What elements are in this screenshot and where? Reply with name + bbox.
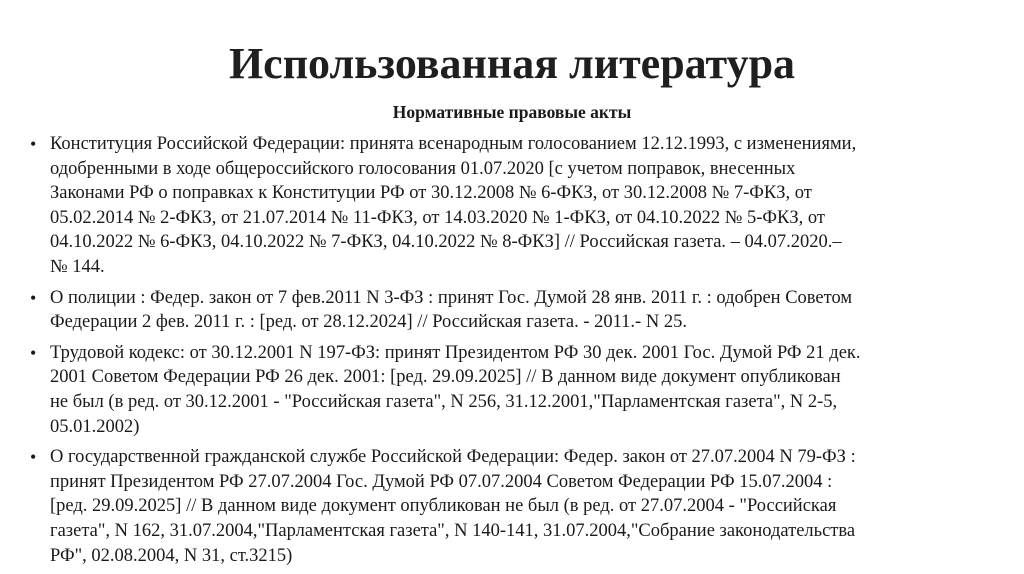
reference-line: не был (в ред. от 30.12.2001 - "Российская газета", N 256, 31.12.2001,"Парламентская газета", N 2-5, [50,391,838,412]
reference-line: 05.02.2014 № 2-ФКЗ, от 21.07.2014 № 11-ФКЗ, от 14.03.2020 № 1-ФКЗ, от 04.10.2022 № 5-ФКЗ, от [50,207,825,228]
reference-line: Конституция Российской Федерации: принята всенародным голосованием 12.12.1993, с изменениями, [50,134,857,154]
reference-line: 2001 Советом Федерации РФ 26 дек. 2001: [ред. 29.09.2025] // В данном виде документ опубликован [50,367,841,388]
reference-line: одобренными в ходе общероссийского голосования 01.07.2020 [с учетом поправок, внесенных [50,158,796,179]
reference-line: Федерации 2 фев. 2011 г. : [ред. от 28.12.2024] // Российская газета. - 2011.- N 25. [50,312,687,333]
reference-item-civil-service-law [28,445,1000,568]
reference-line: О государственной гражданской службе Российской Федерации: Федер. закон от 27.07.2004 N 79-ФЗ : [50,447,856,468]
reference-list [28,132,1000,574]
reference-line: газета", N 162, 31.07.2004,"Парламентская газета", N 140-141, 31.07.2004,"Собрание законодательства [50,520,856,541]
bullet-icon: • [30,134,37,154]
reference-item-police-law [28,286,1000,335]
reference-line: № 144. [50,256,105,277]
reference-item-constitution [28,132,1000,280]
slide-title: Использованная литература [228,39,796,88]
reference-line: Законами РФ о поправках к Конституции РФ от 30.12.2008 № 6-ФКЗ, от 30.12.2008 № 7-ФКЗ, от [50,183,812,204]
reference-line: принят Президентом РФ 27.07.2004 Гос. Думой РФ 07.07.2004 Советом Федерации РФ 15.07.2004 : [50,471,833,492]
reference-line: [ред. 29.09.2025] // В данном виде документ опубликован не был (в ред. от 27.07.2004 - "Российская [50,496,837,517]
bullet-icon: • [30,287,37,308]
reference-item-labor-code [28,341,1000,439]
bullet-icon: • [30,447,37,468]
reference-line: 04.10.2022 № 6-ФКЗ, 04.10.2022 № 7-ФКЗ, 04.10.2022 № 8-ФКЗ] // Российская газета. – 04.07.2020.– [50,232,842,253]
reference-line: О полиции : Федер. закон от 7 фев.2011 N 3-ФЗ : принят Гос. Думой 28 янв. 2011 г. : одобрен Советом [50,287,853,308]
reference-line: 05.01.2002) [50,416,140,437]
reference-line: РФ", 02.08.2004, N 31, ст.3215) [50,545,293,566]
bullet-icon: • [30,342,37,363]
slide-subtitle: Нормативные правовые акты [392,102,632,122]
reference-line: Трудовой кодекс: от 30.12.2001 N 197-ФЗ: принят Президентом РФ 30 дек. 2001 Гос. Думой РФ 21 дек. [50,342,861,363]
